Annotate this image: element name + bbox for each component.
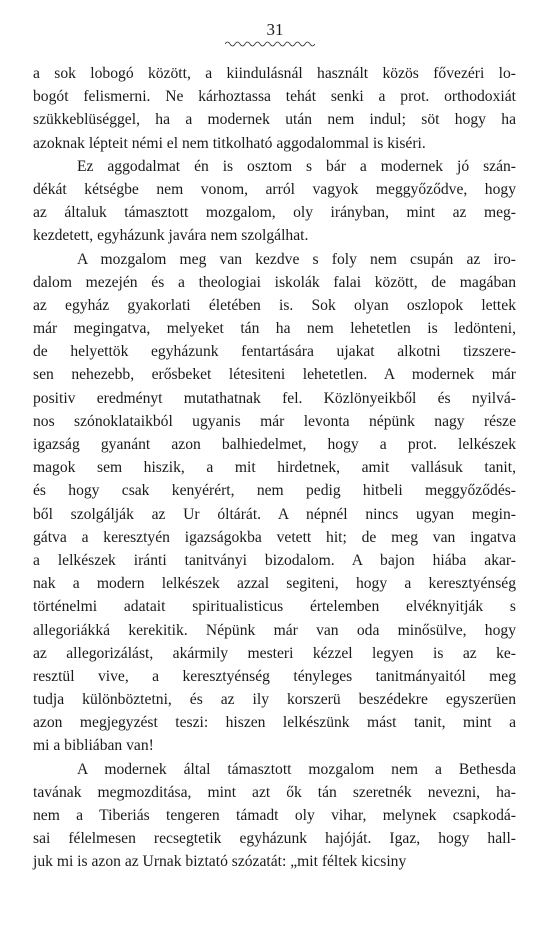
text-line: nos szónoklataikból ugyanis már levonta népünk nagy része: [33, 412, 516, 430]
text-line: kezdetett, egyházunk javára nem szolgálhat.: [33, 227, 309, 245]
text-line: történelmi adatait spiritualisticus értelemben elvéknyitják s: [33, 598, 516, 616]
text-line: magok sem hiszik, a mit hirdetnek, amit vallásuk tanit,: [33, 459, 516, 477]
text-line: juk mi is azon az Urnak biztató szózatát: „mit féltek kicsiny: [33, 853, 407, 871]
text-line: már megingatva, melyeket tán ha nem lehetetlen is ledönteni,: [33, 320, 516, 338]
paragraph: [33, 62, 516, 155]
paragraph: [33, 155, 516, 248]
text-line: és hogy csak kenyérért, nem pedig hitbeli meggyőződés-: [33, 482, 516, 500]
text-line: igazság gyanánt azon balhiedelmet, hogy a prot. lelkészek: [33, 436, 516, 453]
paragraph: [33, 758, 516, 874]
page-number: 31: [266, 20, 284, 39]
paragraph: [33, 248, 516, 758]
text-line: nem a Tiberiás tengeren támadt oly vihar, melynek csapkodá-: [33, 807, 516, 824]
text-line: dalom mezején és a theologiai iskolák falai között, de magában: [33, 273, 516, 291]
text-line: ből szolgálják az Ur óltárát. A népnél nincs ugyan megin-: [33, 505, 516, 523]
text-line: gátva a keresztyén igazságokba vetett hit; de meg van ingatva: [33, 528, 516, 546]
text-line: tudja különböztetni, és az ily korszerü beszédekre egyszerüen: [33, 691, 516, 709]
text-line: bogót felismerni. Ne kárhoztassa tehát senki a prot. orthodoxiát: [33, 88, 516, 106]
text-line: positiv eredményt mutathatnak fel. Közlönyeikből és nyilvá-: [33, 389, 516, 407]
text-line: dékát kétségbe nem vonom, arról vagyok meggyőződve, hogy: [33, 180, 516, 198]
text-line: az allegorizálást, akármily mesteri kézzel legyen is az ke-: [33, 644, 516, 662]
text-line: sai félelmesen recsegtetik egyházunk hajóját. Igaz, hogy hall-: [33, 830, 516, 848]
body-text: [33, 62, 516, 874]
text-line: tavának megmozditása, mint azt ők tán szeretnék nevezni, ha-: [33, 783, 516, 801]
text-line: szükkeblüséggel, ha a modernek után nem indul; söt hogy ha: [33, 111, 516, 129]
text-line: de helyettök egyházunk fentartására ujakat alkotni tizszere-: [33, 343, 516, 361]
text-line: a lelkészek iránti tanitványi bizodalom. A bajon hiába akar-: [33, 551, 516, 569]
text-line: allegoriákká kerekitik. Népünk már van oda minősülve, hogy: [33, 621, 516, 639]
text-line: sen nehezebb, erősbeket létesiteni lehetetlen. A modernek már: [33, 366, 516, 384]
text-line: Ez aggodalmat én is osztom s bár a modernek jó szán-: [77, 157, 516, 175]
text-line: nak a modern lelkészek azzal segiteni, hogy a keresztyénség: [33, 575, 516, 593]
text-line: a sok lobogó között, a kiindulásnál használt közös fővezéri lo-: [33, 65, 516, 82]
text-line: mi a bibliában van!: [33, 737, 154, 755]
text-line: A modernek által támasztott mozgalom nem a Bethesda: [77, 760, 516, 778]
text-line: azon megjegyzést teszi: hiszen lelkészünk mást tanit, mint a: [33, 714, 516, 732]
text-line: resztül vive, a keresztyénség tényleges tanitmányaitól meg: [33, 667, 516, 685]
wavy-rule-ornament: [225, 40, 315, 48]
text-line: A mozgalom meg van kezdve s foly nem csupán az iro-: [77, 250, 516, 268]
text-line: azoknak lépteit némi el nem titkolható aggodalommal is kiséri.: [33, 134, 426, 152]
text-line: az egyház gyakorlati életében is. Sok olyan oszlopok lettek: [33, 296, 516, 314]
text-line: az általuk támasztott mozgalom, oly irányban, mint az meg-: [33, 204, 516, 222]
